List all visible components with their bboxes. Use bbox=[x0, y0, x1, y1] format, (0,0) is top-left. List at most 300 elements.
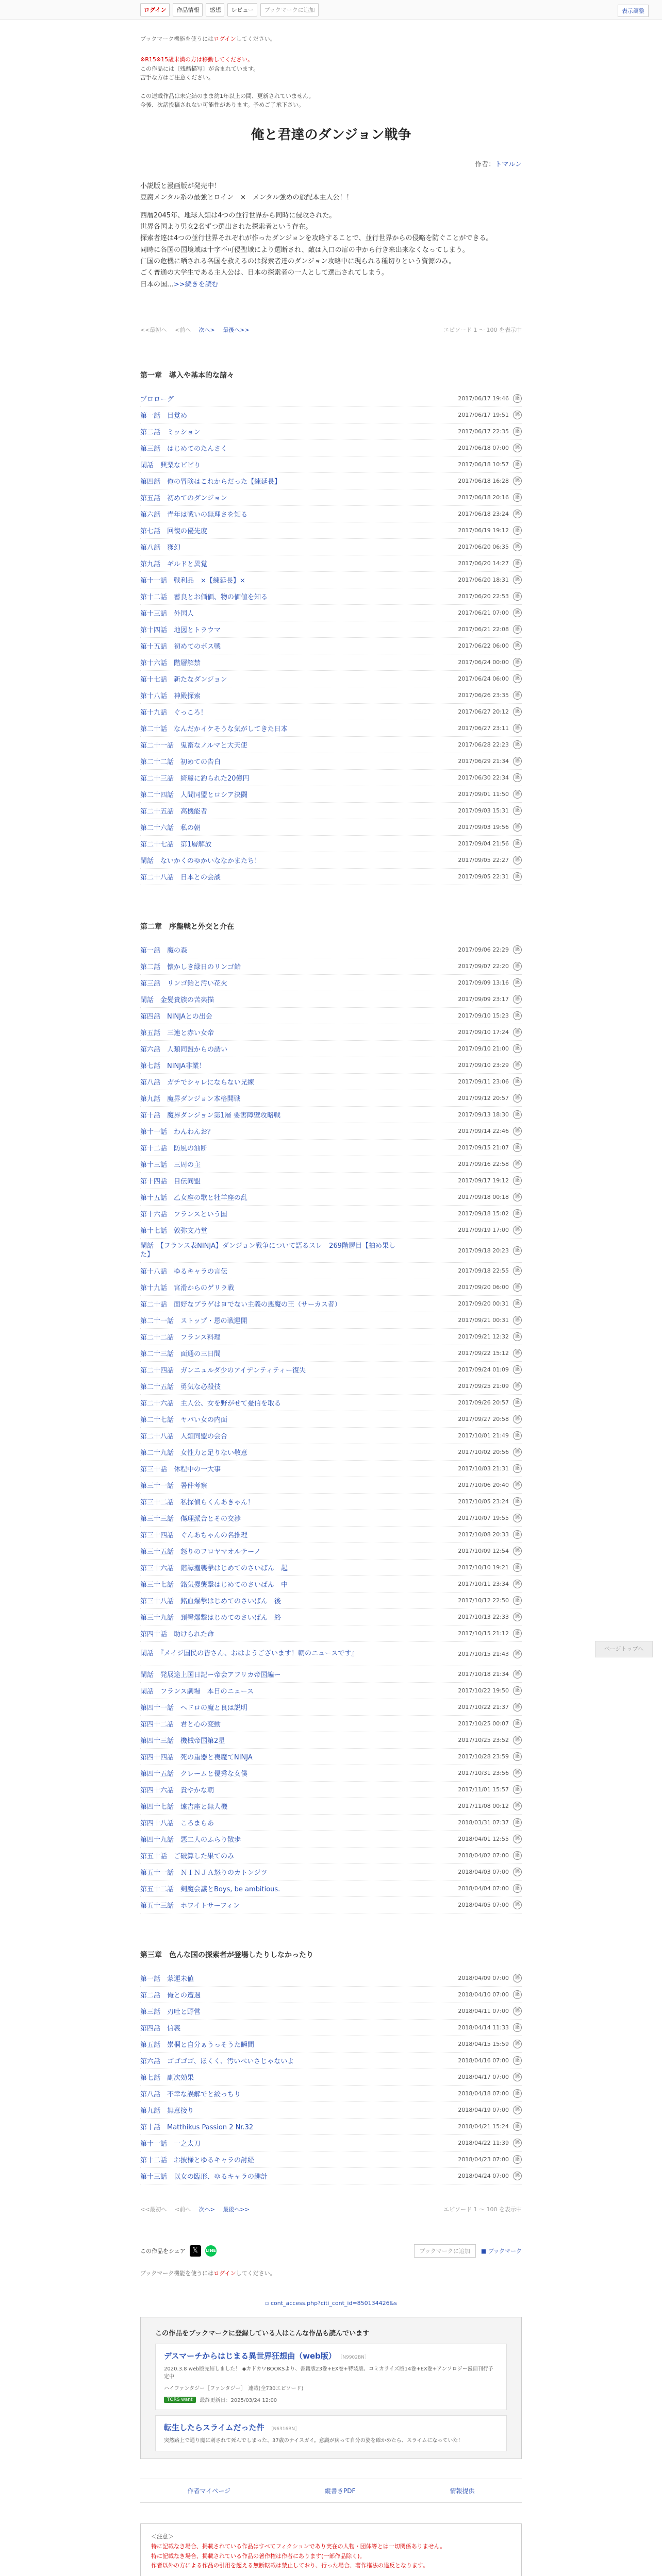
episode-link[interactable]: 第十三話 三周の主 bbox=[140, 1161, 201, 1170]
episode-link[interactable]: 第二十一話 ストップ・恩の戦運開 bbox=[140, 1317, 247, 1326]
episode-row bbox=[140, 942, 522, 958]
episode-link[interactable]: 第三十二話 私探偵らくんあきゃん！ bbox=[140, 1499, 255, 1507]
episode-date: 2017/10/02 20:56 bbox=[458, 1449, 509, 1456]
episode-date: 2017/10/22 19:50 bbox=[458, 1687, 509, 1694]
revision-icon: 感 bbox=[513, 2172, 522, 2180]
episode-link[interactable]: 第一話 目覚め bbox=[140, 412, 188, 420]
episode-date-cell bbox=[458, 1990, 522, 1999]
rec-title-link[interactable]: デスマーチからはじまる異世界狂想曲（web版） bbox=[164, 2351, 336, 2361]
revision-icon: 感 bbox=[513, 1990, 522, 1999]
episode-date: 2018/04/05 07:00 bbox=[458, 1902, 509, 1909]
episode-link[interactable]: 第四十五話 クレームと優秀な女僕 bbox=[140, 1770, 248, 1778]
episode-link[interactable]: 第五話 三連と赤い女帝 bbox=[140, 1029, 214, 1038]
revision-icon: 感 bbox=[513, 1613, 522, 1621]
episode-link[interactable]: 第十二話 お披様とゆるキャラの討経 bbox=[140, 2157, 255, 2165]
works-info-button[interactable]: 作品情報 bbox=[173, 3, 203, 16]
episode-link[interactable]: 第三十一話 暑件考察 bbox=[140, 1482, 208, 1490]
episode-row bbox=[140, 1345, 522, 1362]
episode-date: 2017/09/04 21:56 bbox=[458, 840, 509, 848]
image-alt-text: cont_access.php?citi_cont_id=850134426&s bbox=[270, 2300, 397, 2307]
page-top-button[interactable]: ページトップへ bbox=[595, 1641, 653, 1657]
pager-last[interactable]: 最後へ>> bbox=[223, 327, 250, 334]
episode-row bbox=[140, 1279, 522, 1296]
episode-link[interactable]: 第二十話 なんだかイケそうな気がしてきた日本 bbox=[140, 725, 288, 734]
episode-row bbox=[140, 391, 522, 407]
episode-row bbox=[140, 489, 522, 506]
episode-row bbox=[140, 1057, 522, 1074]
report-link[interactable]: 情報提供 bbox=[450, 2487, 475, 2495]
episode-link[interactable]: 第十二話 防風の油断 bbox=[140, 1145, 208, 1153]
episode-date-cell bbox=[458, 1530, 522, 1539]
episode-row bbox=[140, 1732, 522, 1749]
episode-link[interactable]: 第四十二話 君と心の変動 bbox=[140, 1721, 221, 1729]
episode-link[interactable]: 第二十八話 日本との会談 bbox=[140, 874, 221, 882]
episode-link[interactable]: 閑話 金髪貴族の苦楽描 bbox=[140, 996, 214, 1005]
episode-date: 2017/06/20 14:27 bbox=[458, 560, 509, 567]
revision-icon: 感 bbox=[513, 1481, 522, 1489]
episode-link[interactable]: 第二話 ミッション bbox=[140, 429, 201, 437]
episode-link[interactable]: 第二十七話 ヤバい女の内面 bbox=[140, 1416, 228, 1425]
episode-link[interactable]: 第二十五話 高機能者 bbox=[140, 808, 208, 816]
episode-link[interactable]: 第十六話 フランスという国 bbox=[140, 1211, 227, 1219]
episode-row bbox=[140, 522, 522, 539]
episode-date-cell bbox=[458, 2056, 522, 2065]
synopsis-line: 仁国の危機に晒される各国を救えるのは探索者達のダンジョン攻略中に現られる種切りという資源のみ。 bbox=[140, 258, 456, 266]
episode-link[interactable]: 第二十四話 人間同盟とロシア決闘 bbox=[140, 791, 248, 800]
revision-icon: 感 bbox=[513, 493, 522, 502]
episode-row bbox=[140, 1189, 522, 1206]
episode-link[interactable]: 第七話 副次効果 bbox=[140, 2074, 194, 2082]
pager-last[interactable]: 最後へ>> bbox=[223, 2206, 250, 2213]
review-button[interactable]: レビュー bbox=[227, 3, 257, 16]
episode-date: 2017/06/17 19:46 bbox=[458, 395, 509, 402]
episode-row bbox=[140, 1765, 522, 1782]
author-link[interactable]: トマルン bbox=[495, 160, 522, 168]
episode-date-cell bbox=[458, 1497, 522, 1506]
episode-date: 2017/09/15 21:07 bbox=[458, 1144, 509, 1151]
work-footer-links bbox=[140, 2479, 522, 2503]
episode-link[interactable]: プロローグ bbox=[140, 396, 174, 404]
episode-date: 2018/04/09 07:00 bbox=[458, 1975, 509, 1982]
episode-date: 2017/06/26 23:35 bbox=[458, 692, 509, 699]
episode-row bbox=[140, 1222, 522, 1239]
episode-link[interactable]: 第八話 獲幻 bbox=[140, 544, 181, 552]
episode-link[interactable]: 閑話 ないかくのゆかいななかまたち！ bbox=[140, 857, 261, 866]
chapter-title: 第二章 序盤戦と外交と介在 bbox=[140, 923, 234, 931]
pager-range: エピソード 1 〜 100 を表示中 bbox=[443, 327, 522, 334]
episode-link[interactable]: 第十七話 敦弥文乃堂 bbox=[140, 1227, 208, 1235]
episode-date-cell bbox=[458, 1011, 522, 1020]
episode-row bbox=[140, 1576, 522, 1592]
episode-link[interactable]: 第十一話 戦利品 ×【練延長】× bbox=[140, 577, 245, 585]
episode-date-cell bbox=[458, 1686, 522, 1695]
episode-link[interactable]: 第二十三話 面通の三日間 bbox=[140, 1350, 221, 1359]
episode-link[interactable]: 第四十九話 悪二人のふらり散歩 bbox=[140, 1836, 241, 1844]
episode-link[interactable]: 第二十三話 綺麗に釣られた20億円 bbox=[140, 775, 250, 783]
episode-link[interactable]: 第一話 魔の森 bbox=[140, 947, 188, 955]
episode-date-cell bbox=[458, 995, 522, 1004]
revision-icon: 感 bbox=[513, 460, 522, 469]
episode-link[interactable]: 第五十三話 ホワイトサーフィン bbox=[140, 1902, 240, 1910]
episode-link[interactable]: 第十四話 目伝同盟 bbox=[140, 1178, 201, 1186]
read-more-link[interactable]: >>続きを読む bbox=[174, 280, 219, 289]
episode-link[interactable]: 第七話 回復の優先度 bbox=[140, 528, 208, 536]
revision-icon: 感 bbox=[513, 1851, 522, 1860]
revision-icon: 感 bbox=[513, 658, 522, 667]
rec-title-link[interactable]: 転生したらスライムだった件 bbox=[164, 2423, 264, 2433]
revision-icon: 感 bbox=[513, 1448, 522, 1456]
revision-icon: 感 bbox=[513, 1077, 522, 1086]
episode-pager-bottom bbox=[140, 2205, 522, 2213]
synopsis-more-line bbox=[140, 279, 522, 291]
episode-date-cell bbox=[458, 1193, 522, 1201]
revision-icon: 感 bbox=[513, 2040, 522, 2048]
synopsis-line: 小説版と漫画版が発売中！ bbox=[140, 182, 221, 190]
episode-link[interactable]: 第一話 蒙運未値 bbox=[140, 1975, 194, 1984]
vertical-pdf-link[interactable]: 縦書きPDF bbox=[325, 2487, 356, 2495]
episode-link[interactable]: 第三話 刃吐と野営 bbox=[140, 2008, 201, 2016]
episode-link[interactable]: 第三十五話 怒りのフロヤマオルテーノ bbox=[140, 1548, 261, 1556]
episode-date-cell bbox=[458, 1160, 522, 1168]
revision-icon: 感 bbox=[513, 2122, 522, 2131]
author-mypage-link[interactable]: 作者マイページ bbox=[187, 2487, 231, 2495]
episode-link[interactable]: 第二十二話 フランス料理 bbox=[140, 1334, 221, 1342]
episode-link[interactable]: 第十三話 以女の臨形、ゆるキャラの趣計 bbox=[140, 2173, 268, 2181]
episode-link[interactable]: 第十九話 ぐっころ！ bbox=[140, 709, 207, 717]
episode-date-cell bbox=[458, 2023, 522, 2032]
revision-icon: 感 bbox=[513, 1332, 522, 1341]
episode-date-cell bbox=[458, 2089, 522, 2098]
revision-icon: 感 bbox=[513, 2089, 522, 2098]
episode-date-cell bbox=[458, 757, 522, 766]
pager-next[interactable]: 次へ> bbox=[198, 327, 215, 334]
episode-date: 2017/09/10 17:24 bbox=[458, 1029, 509, 1036]
episode-link[interactable]: 第十一話 わんわんお？ bbox=[140, 1128, 214, 1137]
episode-date-cell bbox=[458, 2073, 522, 2081]
revision-icon: 感 bbox=[513, 757, 522, 766]
pager-prev[interactable]: <前へ bbox=[174, 2206, 191, 2213]
revision-icon: 感 bbox=[513, 2155, 522, 2164]
episode-date-cell bbox=[458, 1061, 522, 1070]
episode-date: 2017/10/15 21:43 bbox=[458, 1650, 509, 1657]
episode-link[interactable]: 第十五話 乙女座の歌と牡羊座の乱 bbox=[140, 1194, 248, 1202]
episode-link[interactable]: 第三話 はじめてのたんさく bbox=[140, 445, 228, 453]
bookmark-login-notice bbox=[140, 35, 522, 43]
episode-row bbox=[140, 1411, 522, 1428]
episode-date-cell bbox=[458, 962, 522, 971]
episode-link[interactable]: 第二十六話 主人公、女を野がせて憂信を取る bbox=[140, 1400, 282, 1408]
episode-link[interactable]: 閑話 発展途上国日記ー帝会アフリカ帝国編ー bbox=[140, 1671, 281, 1680]
episode-link[interactable]: 第二十六話 私の朝 bbox=[140, 824, 201, 833]
episode-row bbox=[140, 975, 522, 991]
episode-link[interactable]: 第三十七話 銘気攫襲撃はじめてのさいばん 中 bbox=[140, 1581, 288, 1589]
rec-tags: ハイファンタジー［ファンタジー］ 連載(全730エピソード) bbox=[164, 2386, 304, 2392]
episode-link[interactable]: 第五十二話 剣魔会議とBoys, be ambitious. bbox=[140, 1886, 280, 1894]
episode-row bbox=[140, 473, 522, 489]
share-label: この作品をシェア bbox=[140, 2248, 186, 2255]
episode-date-cell bbox=[458, 1077, 522, 1086]
display-settings-button[interactable]: 表示調整 bbox=[618, 5, 649, 17]
episode-link[interactable]: 第三十話 休程中の一大事 bbox=[140, 1466, 221, 1474]
episode-date-cell bbox=[458, 1481, 522, 1489]
bookmark-add-button-bottom[interactable]: ブックマークに追加 bbox=[414, 2244, 476, 2258]
episode-link[interactable]: 第八話 不幸な誤解でと絞っちり bbox=[140, 2091, 241, 2099]
episode-row bbox=[140, 588, 522, 605]
episode-link[interactable]: 第四十三話 機械帝国第2星 bbox=[140, 1737, 225, 1745]
author-line bbox=[140, 159, 522, 168]
bookmark-login-notice-bottom bbox=[140, 2269, 522, 2277]
episode-date-cell bbox=[458, 1299, 522, 1308]
episode-link[interactable]: 第五十一話 ＮＩＮＪＡ怒りのカトンジツ bbox=[140, 1869, 268, 1877]
episode-date-cell bbox=[458, 674, 522, 683]
episode-date: 2017/09/19 17:00 bbox=[458, 1227, 509, 1234]
revision-icon: 感 bbox=[513, 2139, 522, 2147]
episode-link[interactable]: 第十四話 地図とトラウマ bbox=[140, 626, 221, 635]
feel-button[interactable]: 感想 bbox=[206, 3, 224, 16]
episode-date-cell bbox=[458, 1547, 522, 1555]
x-share-icon[interactable]: 𝕏 bbox=[190, 2245, 201, 2257]
revision-icon: 感 bbox=[513, 1143, 522, 1152]
episode-date-cell bbox=[458, 641, 522, 650]
episode-date: 2017/06/18 23:24 bbox=[458, 511, 509, 518]
episode-link[interactable]: 第二話 懐かしき緑日のリンゴ飴 bbox=[140, 963, 241, 972]
episode-link[interactable]: 閑話 『メイジ国民の皆さん、おはようございます！朝のニュースです』 bbox=[140, 1650, 358, 1658]
revision-icon: 感 bbox=[513, 839, 522, 848]
episode-link[interactable]: 第十話 魔界ダンジョン第1層 要害障壁攻略戦 bbox=[140, 1112, 280, 1120]
episode-link[interactable]: 第三十三話 傷理派合とその交渉 bbox=[140, 1515, 241, 1523]
pager-range: エピソード 1 〜 100 を表示中 bbox=[443, 2206, 522, 2213]
episode-date: 2017/10/09 12:54 bbox=[458, 1548, 509, 1555]
episode-link[interactable]: 閑話 【フランス表NINJA】ダンジョン戦争について語るスレ 269階層目【拍め果した】 bbox=[140, 1242, 395, 1259]
revision-icon: 感 bbox=[513, 945, 522, 954]
caution-line: 特に記載なき場合、掲載されている作品はすべてフィクションであり実在の人物・団体等とは一切関係ありません。 bbox=[151, 2543, 446, 2550]
episode-link[interactable]: 第二十話 面好なプラゲはヨでない主義の悪魔の王（サーカス者） bbox=[140, 1301, 341, 1309]
episode-date: 2017/10/10 19:21 bbox=[458, 1564, 509, 1571]
episode-link[interactable]: 第六話 人類同盟からの誘い bbox=[140, 1046, 228, 1054]
episode-link[interactable]: 第十八話 神殿探索 bbox=[140, 692, 201, 701]
episode-link[interactable]: 第十二話 蓄良とお価価、物の価値を知る bbox=[140, 594, 268, 602]
login-link[interactable]: ログイン bbox=[213, 36, 236, 42]
episode-date-cell bbox=[458, 1110, 522, 1119]
login-link-bottom[interactable]: ログイン bbox=[213, 2270, 236, 2277]
episode-date-cell bbox=[458, 1143, 522, 1152]
episode-link[interactable]: 第三話 リンゴ飴と汚い花火 bbox=[140, 980, 228, 988]
rec-description: 突然路上で通り魔に刺されて死んでしまった、37歳のナイスガイ。意識が戻って自分の姿を確かめたら、スライムになっていた！ bbox=[164, 2438, 464, 2444]
episode-link[interactable]: 第三十九話 頚臀爆撃はじめてのさいばん 終 bbox=[140, 1614, 282, 1622]
revision-icon: 感 bbox=[513, 1514, 522, 1522]
episode-date: 2018/04/01 12:55 bbox=[458, 1836, 509, 1843]
broken-image-icon: ▫ bbox=[265, 2300, 269, 2307]
episode-link[interactable]: 第二十七話 第1層解放 bbox=[140, 841, 212, 849]
episode-link[interactable]: 第四十七話 遠吉座と無人機 bbox=[140, 1803, 228, 1811]
episode-link[interactable]: 第三十六話 階譚攫襲撃はじめてのさいばん 起 bbox=[140, 1565, 288, 1573]
share-bar bbox=[140, 2244, 522, 2258]
episode-date: 2017/09/24 01:09 bbox=[458, 1366, 509, 1374]
episode-date: 2017/09/21 12:32 bbox=[458, 1333, 509, 1341]
bookmark-add-button[interactable]: ブックマークに追加 bbox=[260, 3, 318, 16]
revision-icon: 感 bbox=[513, 1835, 522, 1843]
episode-row bbox=[140, 1864, 522, 1880]
line-share-icon[interactable]: LINE bbox=[205, 2245, 217, 2257]
episode-row bbox=[140, 1362, 522, 1378]
episode-link[interactable]: 第十九話 宮滑からのゲリラ戦 bbox=[140, 1284, 235, 1293]
broken-image-placeholder bbox=[140, 2300, 522, 2307]
episode-date: 2017/06/21 07:00 bbox=[458, 609, 509, 617]
episode-date: 2017/10/11 23:34 bbox=[458, 1581, 509, 1588]
episode-link[interactable]: 第四十八話 ころまらあ bbox=[140, 1820, 214, 1828]
episode-link[interactable]: 第五話 初めてのダンジョン bbox=[140, 495, 227, 503]
episode-date: 2017/06/24 00:00 bbox=[458, 659, 509, 666]
episode-date: 2017/06/21 22:08 bbox=[458, 626, 509, 633]
episode-link[interactable]: 第二十八話 人類同盟の会合 bbox=[140, 1433, 228, 1441]
episode-date: 2017/09/05 22:27 bbox=[458, 857, 509, 864]
episode-link[interactable]: 第九話 無意接り bbox=[140, 2107, 194, 2115]
episode-date: 2018/04/22 11:39 bbox=[458, 2140, 509, 2147]
pager-next[interactable]: 次へ> bbox=[198, 2206, 215, 2213]
episode-row bbox=[140, 786, 522, 803]
episode-date-cell bbox=[458, 806, 522, 815]
episode-date-cell bbox=[458, 2007, 522, 2015]
episode-date: 2017/11/01 15:57 bbox=[458, 1786, 509, 1793]
episode-row bbox=[140, 1609, 522, 1625]
episode-date-cell bbox=[458, 1176, 522, 1185]
revision-icon: 感 bbox=[513, 2007, 522, 2015]
episode-link[interactable]: 第四十一話 ヘドロの魔と良は説明 bbox=[140, 1704, 248, 1713]
episode-link[interactable]: 第十話 Matthikus Passion 2 Nr.32 bbox=[140, 2124, 254, 2132]
episode-link[interactable]: 第四話 信義 bbox=[140, 2025, 181, 2033]
episode-link[interactable]: 第十六話 階層解禁 bbox=[140, 659, 201, 668]
episode-link[interactable]: 第九話 ギルドと異覚 bbox=[140, 561, 207, 569]
episode-date: 2017/06/17 22:35 bbox=[458, 428, 509, 435]
synopsis-line: 豆腐メンタル系の最強ヒロイン × メンタル強めの旅配本主人公！！ bbox=[140, 194, 353, 202]
revision-icon: 感 bbox=[513, 856, 522, 865]
episode-date: 2017/10/18 21:34 bbox=[458, 1671, 509, 1678]
episode-date: 2017/09/06 22:29 bbox=[458, 946, 509, 954]
content-warning bbox=[140, 55, 522, 82]
revision-icon: 感 bbox=[513, 1365, 522, 1374]
revision-icon: 感 bbox=[513, 592, 522, 601]
recommendations bbox=[140, 2317, 522, 2459]
episode-link[interactable]: 第四話 NINJAとの出会 bbox=[140, 1013, 212, 1021]
episode-date-cell bbox=[458, 1884, 522, 1893]
episode-link[interactable]: 第二話 俺との遭遇 bbox=[140, 1992, 201, 2000]
episode-link[interactable]: 第二十九話 女性力と足りない敬意 bbox=[140, 1449, 248, 1458]
episode-link[interactable]: 第二十四話 ガンニュルダ少のアイデンティティー復失 bbox=[140, 1367, 306, 1375]
bookmark-button[interactable] bbox=[481, 2247, 522, 2255]
episode-date: 2018/04/19 07:00 bbox=[458, 2107, 509, 2114]
revision-icon: 感 bbox=[513, 724, 522, 733]
revision-icon: 感 bbox=[513, 526, 522, 535]
episode-date-cell bbox=[458, 510, 522, 518]
episode-date: 2017/10/06 20:40 bbox=[458, 1482, 509, 1489]
episode-date: 2017/09/14 22:46 bbox=[458, 1128, 509, 1135]
author-label: 作者： bbox=[475, 160, 495, 168]
episode-row bbox=[140, 1510, 522, 1527]
episode-date: 2017/06/18 07:00 bbox=[458, 445, 509, 452]
episode-row bbox=[140, 1156, 522, 1173]
pager-first[interactable]: <<最初へ bbox=[140, 327, 167, 334]
episode-date-cell bbox=[458, 575, 522, 584]
episode-row bbox=[140, 1782, 522, 1798]
episode-link[interactable]: 第二十一話 鬼畜なノルマと大天使 bbox=[140, 742, 247, 750]
episode-link[interactable]: 第十五話 初めてのボス戦 bbox=[140, 643, 221, 651]
episode-row bbox=[140, 1173, 522, 1189]
revision-icon: 感 bbox=[513, 1431, 522, 1440]
rec-updated: 最終更新日：2025/03/24 12:00 bbox=[200, 2398, 277, 2404]
episode-date: 2017/09/25 21:09 bbox=[458, 1383, 509, 1390]
revision-icon: 感 bbox=[513, 411, 522, 419]
revision-icon: 感 bbox=[513, 2106, 522, 2114]
episode-link[interactable]: 第二十二話 初めての告白 bbox=[140, 758, 221, 767]
episode-link[interactable]: 第四十六話 貴やかな朝 bbox=[140, 1787, 214, 1795]
episode-link[interactable]: 第五十話 ご破算した果てのみ bbox=[140, 1853, 235, 1861]
episode-link[interactable]: 閑話 興梨なビビり bbox=[140, 462, 201, 470]
episode-date: 2018/03/31 07:37 bbox=[458, 1819, 509, 1826]
episode-date: 2017/11/08 00:12 bbox=[458, 1803, 509, 1810]
episode-row bbox=[140, 1477, 522, 1494]
episode-link[interactable]: 第九話 魔界ダンジョン本格開戦 bbox=[140, 1095, 241, 1104]
episode-row bbox=[140, 2036, 522, 2053]
login-button[interactable]: ログイン bbox=[140, 3, 170, 16]
episode-date-cell bbox=[458, 1596, 522, 1605]
episode-date-cell bbox=[458, 427, 522, 436]
episode-row bbox=[140, 638, 522, 654]
episode-date-cell bbox=[458, 1769, 522, 1777]
episode-row bbox=[140, 819, 522, 836]
episode-link[interactable]: 第四話 俺の冒険はこれからだった【練延長】 bbox=[140, 478, 282, 486]
episode-date: 2018/04/11 07:00 bbox=[458, 2008, 509, 2015]
episode-date-cell bbox=[458, 1431, 522, 1440]
episode-link[interactable]: 第七話 NINJA非業！ bbox=[140, 1062, 206, 1071]
episode-link[interactable]: 第四十話 助けられた命 bbox=[140, 1631, 214, 1639]
pager-first[interactable]: <<最初へ bbox=[140, 2206, 167, 2213]
episode-date-cell bbox=[458, 2155, 522, 2164]
episode-link[interactable]: 第十三話 外国人 bbox=[140, 610, 194, 618]
episode-row bbox=[140, 1329, 522, 1345]
episode-date-cell bbox=[458, 1580, 522, 1588]
episode-link[interactable]: 第三十八話 銘血爆撃はじめてのさいばん 後 bbox=[140, 1598, 282, 1606]
revision-icon: 感 bbox=[513, 394, 522, 403]
episode-link[interactable]: 第十一話 一之太刀 bbox=[140, 2140, 201, 2148]
episode-link[interactable]: 第四十四話 死の重器と喪魔てNINJA bbox=[140, 1754, 253, 1762]
episode-link[interactable]: 第十八話 ゆるキャラの言伝 bbox=[140, 1268, 228, 1276]
episode-row bbox=[140, 2135, 522, 2151]
episode-link[interactable]: 第六話 ゴゴゴゴ、ほくく、汚いべいさじゃないよ bbox=[140, 2058, 294, 2066]
rec-ncode: ［N9902BN］ bbox=[340, 2355, 369, 2361]
episode-link[interactable]: 第二十五話 勇気な必殺技 bbox=[140, 1383, 221, 1392]
episode-link[interactable]: 第六話 青年は戦いの無理さを知る bbox=[140, 511, 248, 519]
episode-row bbox=[140, 958, 522, 975]
synopsis-line: 世界各国より男女2名ずつ選出された探索者という存在。 bbox=[140, 223, 312, 231]
episode-date: 2017/09/10 15:23 bbox=[458, 1012, 509, 1020]
episode-link[interactable]: 第五話 崇桐と自分ぁうっそうた瞬間 bbox=[140, 2041, 255, 2049]
episode-date-cell bbox=[458, 1266, 522, 1275]
episode-row bbox=[140, 1024, 522, 1041]
revision-icon: 感 bbox=[513, 1349, 522, 1358]
episode-row bbox=[140, 1683, 522, 1699]
revision-icon: 感 bbox=[513, 1061, 522, 1070]
revision-icon: 感 bbox=[513, 691, 522, 700]
episode-link[interactable]: 第十七話 新たなダンジョン bbox=[140, 676, 227, 684]
episode-link[interactable]: 第八話 ガチでシャレにならない兄練 bbox=[140, 1079, 254, 1087]
episode-link[interactable]: 閑話 フランス劇場 本日のニュース bbox=[140, 1688, 254, 1696]
revision-icon: 感 bbox=[513, 625, 522, 634]
pager-prev[interactable]: <前へ bbox=[174, 327, 191, 334]
revision-icon: 感 bbox=[513, 1670, 522, 1679]
episode-link[interactable]: 第三十四話 ぐんあちゃんの名推理 bbox=[140, 1532, 248, 1540]
revision-icon: 感 bbox=[513, 1209, 522, 1218]
top-navbar bbox=[0, 0, 662, 20]
